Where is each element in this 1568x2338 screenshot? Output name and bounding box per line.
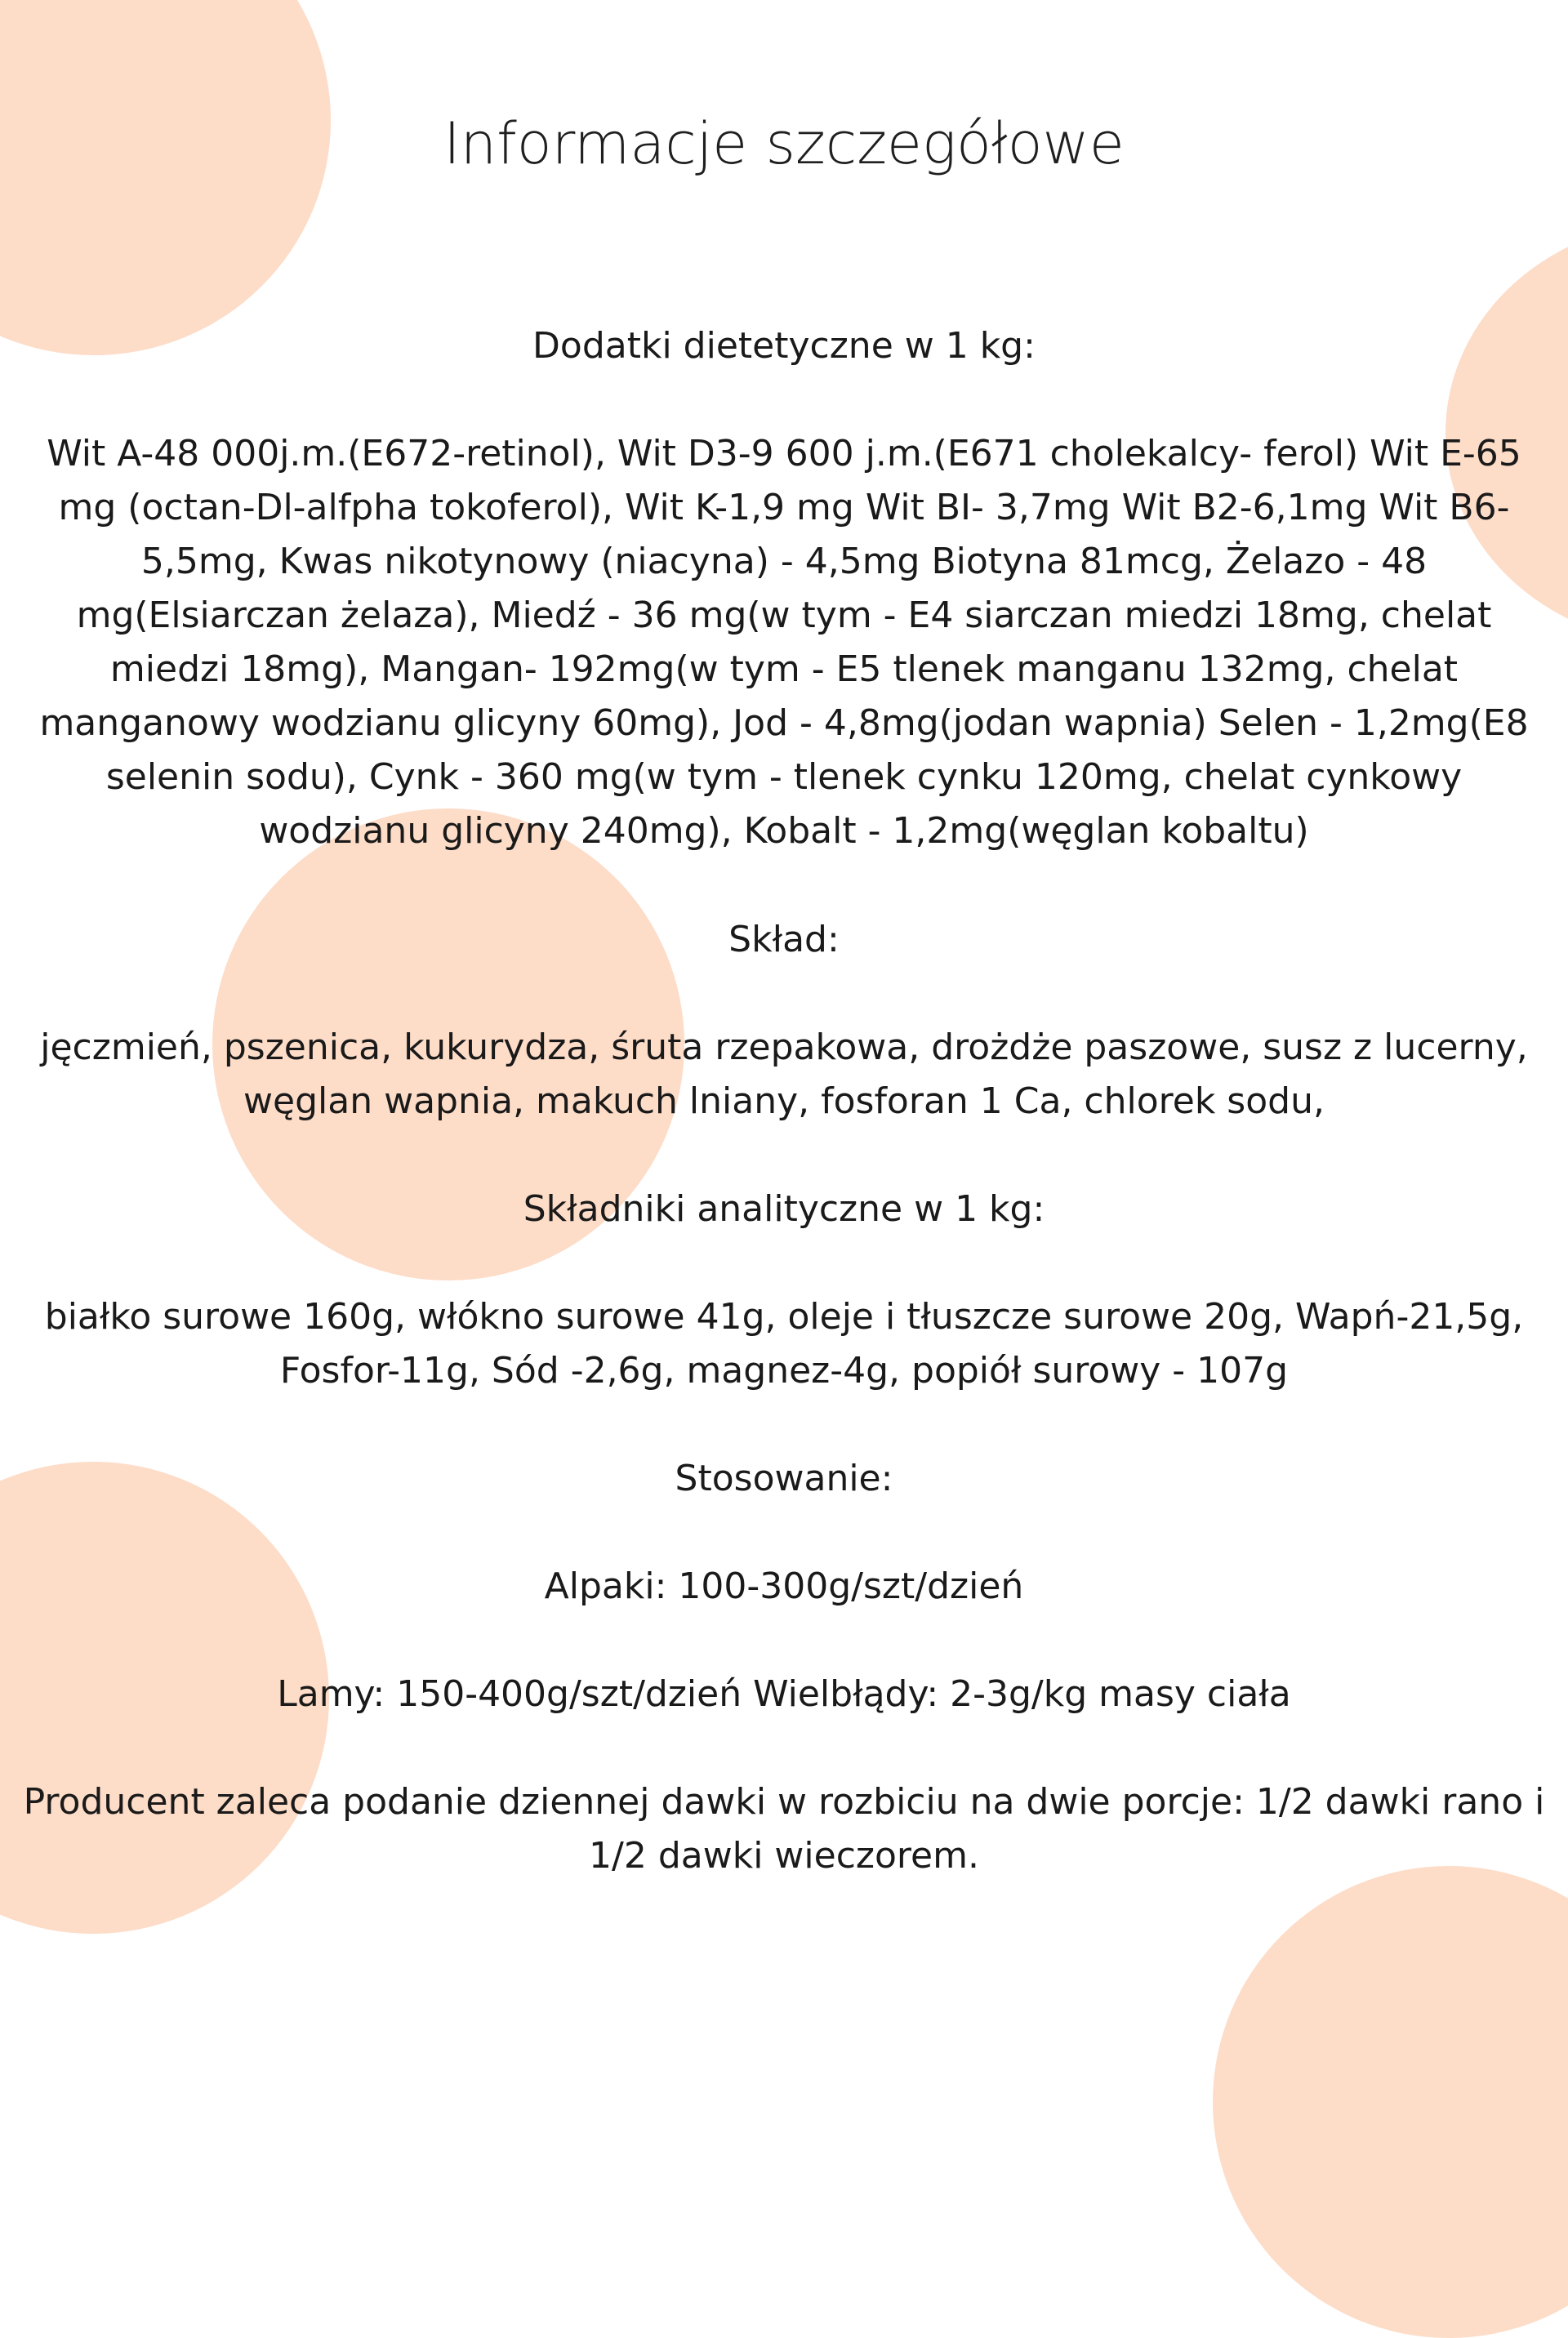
usage-llama-camel: Lamy: 150-400g/szt/dzień Wielbłądy: 2-3g/kg masy ciała — [277, 1673, 1291, 1715]
additives-text: Wit A-48 000j.m.(E672-retinol), Wit D3-9 600 j.m.(E671 cholekalcy- ferol) Wit E-65 mg (octan-Dl-alfpha tokoferol), Wit K-1,9 mg Wit BI- 3,7mg Wit B2-6,1mg Wit B6-5,5mg, Kwas nikotynowy (niacyna) - 4,5mg Biotyna 81mcg, Żelazo - 48 mg(Elsiarczan żelaza), Miedź - 36 mg(w tym - E4 siarczan miedzi 18mg, chelat miedzi 18mg), Mangan- 192mg(w tym - E5 tlenek manganu 132mg, chelat manganowy wodzianu glicyny 60mg), Jod - 4,8mg(jodan wapnia) Selen - 1,2mg(E8 selenin sodu), Cynk - 360 mg(w tym - tlenek cynku 120mg, chelat cynkowy wodzianu glicyny 240mg), Kobalt - 1,2mg(węglan kobaltu) — [39, 433, 1529, 852]
usage-alpaca: Alpaki: 100-300g/szt/dzień — [544, 1565, 1024, 1607]
composition-text: jęczmień, pszenica, kukurydza, śruta rzepakowa, drożdże paszowe, susz z lucerny, węglan wapnia, makuch lniany, fosforan 1 Ca, chlorek sodu, — [40, 1026, 1528, 1122]
additives-heading: Dodatki dietetyczne w 1 kg: — [532, 325, 1036, 367]
usage-note: Producent zaleca podanie dziennej dawki w rozbiciu na dwie porcje: 1/2 dawki rano i 1/2 dawki wieczorem. — [23, 1781, 1545, 1877]
decor-circle-bottom-right — [1213, 1866, 1568, 2338]
usage-heading: Stosowanie: — [675, 1458, 893, 1499]
analytical-text: białko surowe 160g, włókno surowe 41g, oleje i tłuszcze surowe 20g, Wapń-21,5g, Fosfor-11g, Sód -2,6g, magnez-4g, popiół surowy - 107g — [44, 1296, 1524, 1392]
composition-heading: Skład: — [728, 919, 840, 960]
page-title: Informacje szczegółowe — [443, 110, 1125, 177]
analytical-heading: Składniki analityczne w 1 kg: — [523, 1188, 1045, 1230]
